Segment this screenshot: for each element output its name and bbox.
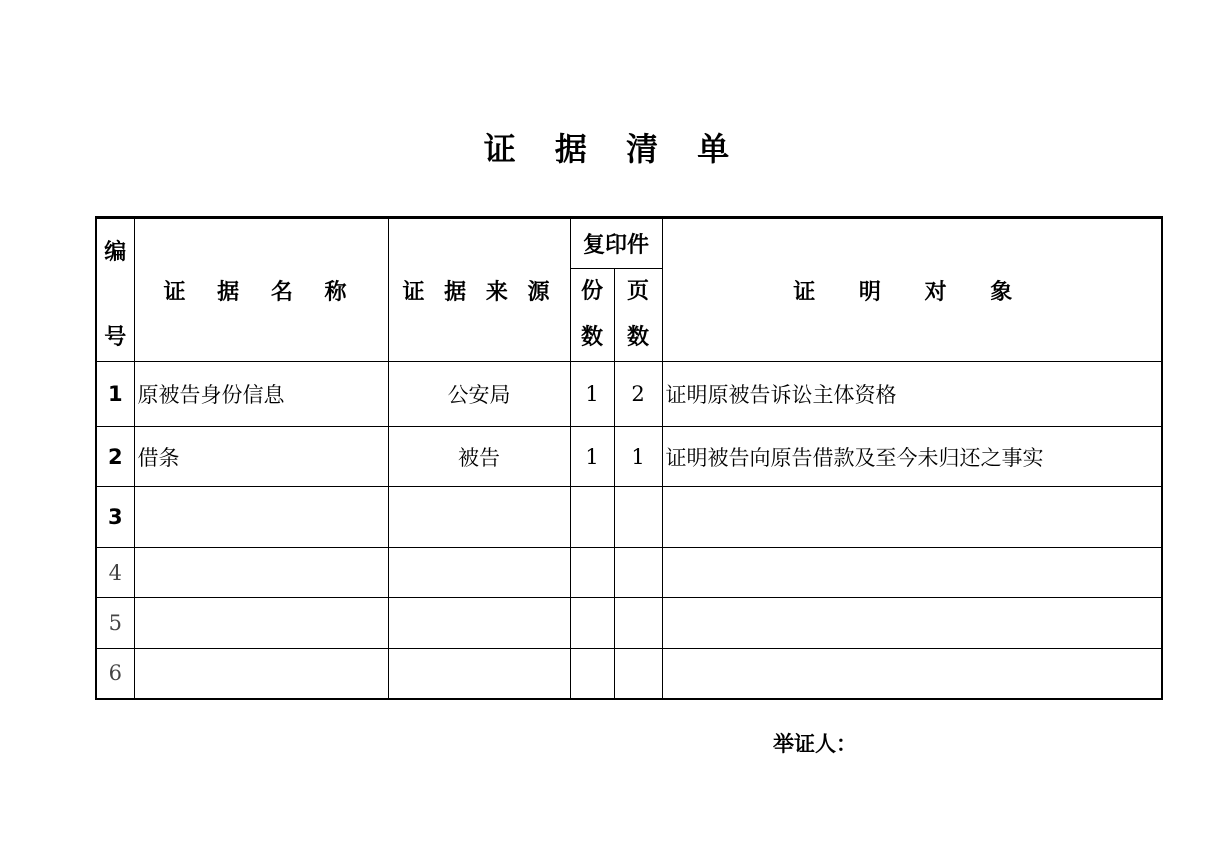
pages-cell[interactable]: 2 <box>614 362 662 427</box>
proof-object-cell[interactable]: 证明原被告诉讼主体资格 <box>662 362 1162 427</box>
header-copies-group: 复印件 <box>570 218 662 269</box>
evidence-source-cell[interactable] <box>388 649 570 699</box>
pages-cell[interactable]: 1 <box>614 427 662 487</box>
copies-cell[interactable]: 1 <box>570 362 614 427</box>
copies-cell[interactable]: 1 <box>570 427 614 487</box>
evidence-source-cell[interactable] <box>388 487 570 548</box>
header-copies-count-top: 份 <box>580 279 603 304</box>
header-proof-object: 证 明 对 象 <box>662 218 1162 362</box>
table-row <box>96 427 1162 487</box>
row-number: 1 <box>96 362 134 427</box>
copies-cell[interactable] <box>570 487 614 548</box>
row-number: 3 <box>96 487 134 548</box>
pages-cell[interactable] <box>614 598 662 649</box>
row-number: 5 <box>96 598 134 649</box>
copies-cell[interactable] <box>570 598 614 649</box>
header-pages-bottom: 数 <box>627 325 650 350</box>
table-row <box>96 649 1162 699</box>
header-number <box>96 218 134 362</box>
header-pages-top: 页 <box>627 279 650 304</box>
evidence-source-cell[interactable]: 公安局 <box>388 362 570 427</box>
pages-cell[interactable] <box>614 548 662 598</box>
header-pages <box>614 269 662 362</box>
evidence-name-cell[interactable] <box>134 548 388 598</box>
proof-object-cell[interactable] <box>662 487 1162 548</box>
evidence-name-cell[interactable]: 借条 <box>134 427 388 487</box>
header-copies-count <box>570 269 614 362</box>
proof-object-cell[interactable]: 证明被告向原告借款及至今未归还之事实 <box>662 427 1162 487</box>
proof-object-cell[interactable] <box>662 598 1162 649</box>
table-row <box>96 598 1162 649</box>
evidence-source-cell[interactable] <box>388 548 570 598</box>
row-number: 2 <box>96 427 134 487</box>
table-row <box>96 487 1162 548</box>
copies-cell[interactable] <box>570 548 614 598</box>
header-copies-count-bottom: 数 <box>580 325 603 350</box>
evidence-source-cell[interactable]: 被告 <box>388 427 570 487</box>
proof-object-cell[interactable] <box>662 548 1162 598</box>
evidence-name-cell[interactable] <box>134 598 388 649</box>
evidence-table <box>95 216 1163 700</box>
table-row <box>96 548 1162 598</box>
evidence-source-cell[interactable] <box>388 598 570 649</box>
table-row <box>96 362 1162 427</box>
row-number: 4 <box>96 548 134 598</box>
header-evidence-source: 证 据 来 源 <box>388 218 570 362</box>
row-number: 6 <box>96 649 134 699</box>
signer-label: 举证人： <box>773 732 857 756</box>
copies-cell[interactable] <box>570 649 614 699</box>
header-number-top: 编 <box>104 240 127 265</box>
header-row-1 <box>96 218 1162 269</box>
pages-cell[interactable] <box>614 649 662 699</box>
proof-object-cell[interactable] <box>662 649 1162 699</box>
header-number-bottom: 号 <box>104 325 127 350</box>
document-title: 证 据 清 单 <box>483 130 744 168</box>
evidence-name-cell[interactable]: 原被告身份信息 <box>134 362 388 427</box>
evidence-name-cell[interactable] <box>134 487 388 548</box>
pages-cell[interactable] <box>614 487 662 548</box>
evidence-name-cell[interactable] <box>134 649 388 699</box>
header-evidence-name: 证 据 名 称 <box>134 218 388 362</box>
